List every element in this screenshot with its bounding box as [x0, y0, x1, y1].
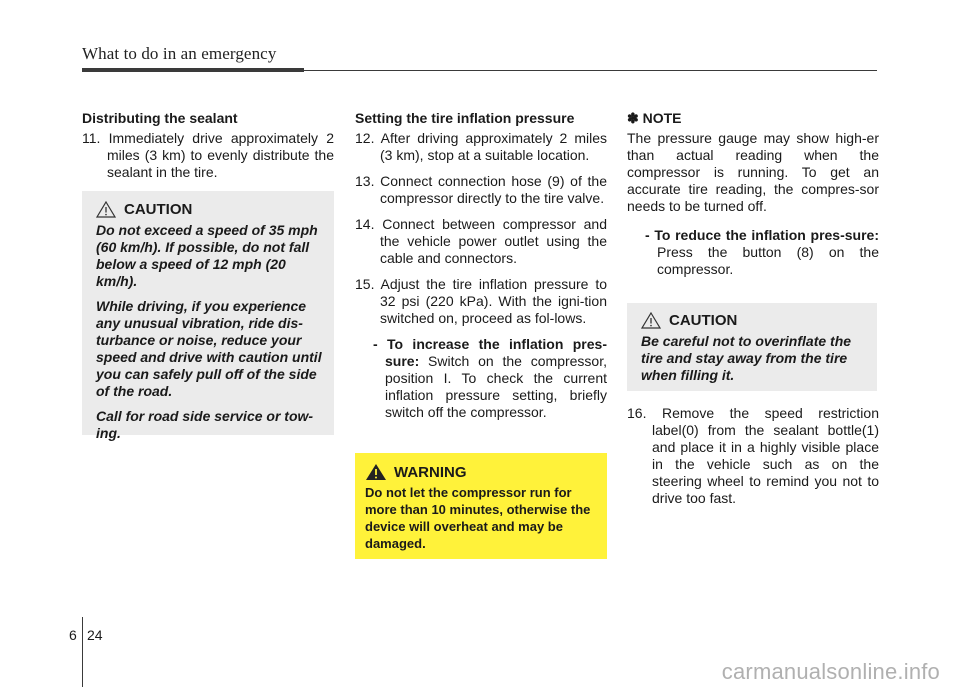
section-heading-distributing: Distributing the sealant	[82, 110, 238, 126]
caution-overinflate-text: Be careful not to overinflate the tire and stay away from the tire when filling it.	[641, 333, 852, 383]
footer-rule	[82, 617, 83, 687]
reduce-pressure-instruction	[637, 227, 879, 278]
step-14: 14. Connect between compressor and the vehicle power outlet using the cable and connectors.	[355, 216, 607, 266]
header-rule-accent	[82, 68, 304, 72]
increase-pressure-lead: - To increase the inflation pres-sure:	[373, 336, 607, 369]
caution-paragraph-2: While driving, if you experience any unusual vibration, ride dis-turbance or noise, reduce your speed and drive with caution until you can safely pull off of the side of the road.	[96, 298, 322, 399]
caution-paragraph-3: Call for road side service or tow-ing.	[96, 408, 314, 441]
reduce-pressure-lead: - To reduce the inflation pres-sure:	[645, 227, 879, 243]
step-16: 16. Remove the speed restriction label(0) from the sealant bottle(1) and place it in a highly visible place in the vehicle such as on the steering wheel to remind you not to drive too fast.	[627, 405, 879, 506]
step-15: 15. Adjust the tire inflation pressure to 32 psi (220 kPa). With the igni-tion switched on, proceed as fol-lows.	[355, 276, 607, 326]
header-title: What to do in an emergency	[82, 44, 277, 63]
column-1	[82, 110, 334, 190]
warning-icon	[365, 463, 387, 481]
note-title: ✽ NOTE	[627, 110, 682, 126]
caution-title-row-2	[641, 312, 869, 329]
caution-paragraph-1: Do not exceed a speed of 35 mph (60 km/h). If possible, do not fall below a speed of 12 mph (20 km/h).	[96, 222, 318, 289]
warning-text: Do not let the compressor run for more than 10 minutes, otherwise the device will overheat and may be damaged.	[365, 485, 591, 551]
caution-title-2: CAUTION	[669, 312, 738, 329]
page-number: 24	[87, 627, 103, 643]
increase-pressure-instruction	[365, 336, 607, 421]
column-2	[355, 110, 607, 429]
caution-icon	[641, 312, 661, 329]
warning-box	[355, 453, 607, 559]
section-heading-setting-pressure: Setting the tire inflation pressure	[355, 110, 575, 126]
step-12: 12. After driving approximately 2 miles (3 km), stop at a suitable location.	[355, 130, 607, 163]
caution-box-overinflate	[627, 303, 877, 391]
chapter-number: 6	[69, 627, 77, 643]
note-text: The pressure gauge may show high-er than actual reading when the compressor is running. To get an accurate tire reading, the compres-sor needs to be turned off.	[627, 130, 879, 214]
reduce-pressure-text: Press the button (8) on the compressor.	[657, 244, 879, 277]
increase-pressure-text: Switch on the compressor, position I. To check the current inflation pressure setting, briefly switch off the compressor.	[385, 353, 607, 420]
step-13: 13. Connect connection hose (9) of the compressor directly to the tire valve.	[355, 173, 607, 206]
caution-icon	[96, 201, 116, 218]
warning-title: WARNING	[394, 463, 467, 481]
watermark: carmanualsonline.info	[721, 659, 940, 684]
caution-box-speed	[82, 191, 334, 441]
warning-title-row	[365, 463, 599, 481]
step-16-container	[627, 405, 879, 516]
step-11: 11. Immediately drive approximately 2 miles (3 km) to evenly distribute the sealant in the tire.	[82, 130, 334, 180]
column-3	[627, 110, 879, 286]
caution-title: CAUTION	[124, 201, 193, 218]
caution-title-row	[96, 201, 326, 218]
